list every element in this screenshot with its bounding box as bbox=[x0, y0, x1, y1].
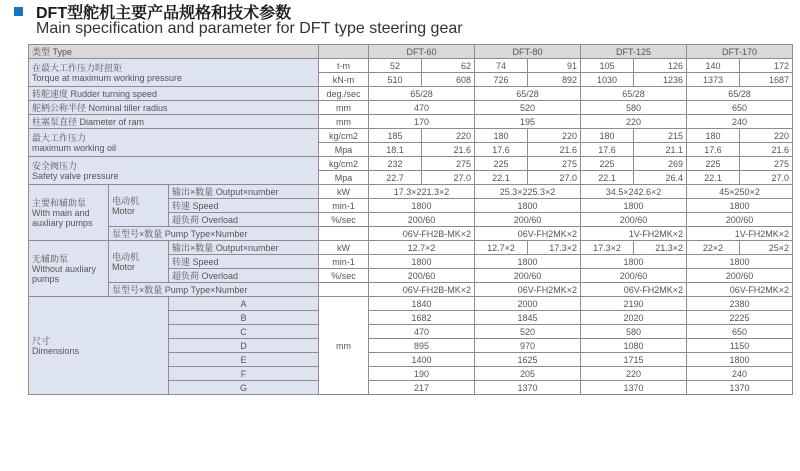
value-cell: 22.1 bbox=[475, 171, 528, 185]
value-cell: 200/60 bbox=[369, 213, 475, 227]
value-cell: 17.6 bbox=[581, 143, 634, 157]
value-cell: 2225 bbox=[687, 311, 793, 325]
value-cell: 1V-FH2MK×2 bbox=[687, 227, 793, 241]
unit-cell: t-m bbox=[319, 59, 369, 73]
safety-valve-label-cn: 安全阀压力 bbox=[32, 160, 78, 171]
value-cell: 225 bbox=[687, 157, 740, 171]
value-cell: 06V-FH2B-MK×2 bbox=[369, 227, 475, 241]
value-cell: 22.1 bbox=[581, 171, 634, 185]
value-cell: 1800 bbox=[687, 353, 793, 367]
unit-header bbox=[319, 45, 369, 59]
value-cell: 1800 bbox=[475, 255, 581, 269]
value-cell: 34.5×242.6×2 bbox=[581, 185, 687, 199]
unit-cell bbox=[319, 283, 369, 297]
value-cell: 21.6 bbox=[740, 143, 793, 157]
dimension-key: F bbox=[169, 367, 319, 381]
value-cell: 895 bbox=[369, 339, 475, 353]
value-cell: 140 bbox=[687, 59, 740, 73]
value-cell: 650 bbox=[687, 101, 793, 115]
value-cell: 17.6 bbox=[687, 143, 740, 157]
table-row bbox=[29, 157, 793, 171]
output-label: 输出×数量 Output×number bbox=[169, 185, 319, 199]
value-cell: 225 bbox=[581, 157, 634, 171]
torque-label bbox=[29, 59, 319, 87]
table-row bbox=[29, 129, 793, 143]
main-aux-label-cn: 主要和辅助泵 bbox=[32, 197, 87, 208]
value-cell: 17.3×221.3×2 bbox=[369, 185, 475, 199]
value-cell: 105 bbox=[581, 59, 634, 73]
motor-label bbox=[109, 241, 169, 283]
value-cell: 520 bbox=[475, 325, 581, 339]
value-cell: 232 bbox=[369, 157, 422, 171]
unit-cell: kW bbox=[319, 241, 369, 255]
max-oil-label-en: maximum working oil bbox=[32, 142, 117, 153]
value-cell: 2190 bbox=[581, 297, 687, 311]
motor-label-cn: 电动机 bbox=[112, 251, 140, 262]
value-cell: 269 bbox=[634, 157, 687, 171]
value-cell: 200/60 bbox=[581, 269, 687, 283]
value-cell: 65/28 bbox=[687, 87, 793, 101]
value-cell: 2020 bbox=[581, 311, 687, 325]
value-cell: 74 bbox=[475, 59, 528, 73]
unit-cell: kg/cm2 bbox=[319, 157, 369, 171]
unit-cell: min-1 bbox=[319, 255, 369, 269]
value-cell: 1800 bbox=[369, 255, 475, 269]
no-aux-label bbox=[29, 241, 109, 297]
value-cell: 1373 bbox=[687, 73, 740, 87]
value-cell: 52 bbox=[369, 59, 422, 73]
value-cell: 21.3×2 bbox=[634, 241, 687, 255]
value-cell: 520 bbox=[475, 101, 581, 115]
max-oil-label bbox=[29, 129, 319, 157]
table-row bbox=[29, 297, 793, 311]
dimensions-label bbox=[29, 297, 169, 395]
value-cell: 126 bbox=[634, 59, 687, 73]
spec-table bbox=[28, 44, 793, 395]
dimensions-label-cn: 尺寸 bbox=[32, 335, 51, 346]
value-cell: 06V-FH2MK×2 bbox=[687, 283, 793, 297]
value-cell: 220 bbox=[740, 129, 793, 143]
value-cell: 06V-FH2MK×2 bbox=[475, 227, 581, 241]
value-cell: 1370 bbox=[687, 381, 793, 395]
dimension-key: G bbox=[169, 381, 319, 395]
max-oil-label-cn: 最大工作压力 bbox=[32, 132, 87, 143]
value-cell: 2000 bbox=[475, 297, 581, 311]
value-cell: 580 bbox=[581, 325, 687, 339]
value-cell: 27.0 bbox=[528, 171, 581, 185]
value-cell: 200/60 bbox=[581, 213, 687, 227]
value-cell: 170 bbox=[369, 115, 475, 129]
dimension-key: C bbox=[169, 325, 319, 339]
unit-cell: kg/cm2 bbox=[319, 129, 369, 143]
table-row bbox=[29, 283, 793, 297]
dimension-key: E bbox=[169, 353, 319, 367]
safety-valve-label-en: Safety valve pressure bbox=[32, 170, 119, 181]
header-row bbox=[29, 45, 793, 59]
table-row bbox=[29, 101, 793, 115]
ram-diameter-label: 柱塞泵直径 Diameter of ram bbox=[29, 115, 319, 129]
value-cell: 22.7 bbox=[369, 171, 422, 185]
value-cell: 180 bbox=[475, 129, 528, 143]
model-header: DFT-80 bbox=[475, 45, 581, 59]
value-cell: 1840 bbox=[369, 297, 475, 311]
value-cell: 27.0 bbox=[740, 171, 793, 185]
model-header: DFT-125 bbox=[581, 45, 687, 59]
value-cell: 240 bbox=[687, 115, 793, 129]
value-cell: 22.1 bbox=[687, 171, 740, 185]
table-row bbox=[29, 185, 793, 199]
motor-label-en: Motor bbox=[112, 205, 136, 216]
motor-label bbox=[109, 185, 169, 227]
value-cell: 275 bbox=[528, 157, 581, 171]
value-cell: 22×2 bbox=[687, 241, 740, 255]
table-row bbox=[29, 241, 793, 255]
value-cell: 650 bbox=[687, 325, 793, 339]
dimension-key: A bbox=[169, 297, 319, 311]
dimension-key: B bbox=[169, 311, 319, 325]
speed-label: 转速 Speed bbox=[169, 255, 319, 269]
value-cell: 172 bbox=[740, 59, 793, 73]
value-cell: 200/60 bbox=[475, 269, 581, 283]
torque-label-cn: 在最大工作压力时扭矩 bbox=[32, 62, 123, 73]
value-cell: 510 bbox=[369, 73, 422, 87]
value-cell: 190 bbox=[369, 367, 475, 381]
torque-label-en: Torque at maximum working pressure bbox=[32, 72, 183, 83]
dimensions-label-en: Dimensions bbox=[32, 345, 80, 356]
value-cell: 220 bbox=[528, 129, 581, 143]
value-cell: 1080 bbox=[581, 339, 687, 353]
value-cell: 1715 bbox=[581, 353, 687, 367]
value-cell: 1V-FH2MK×2 bbox=[581, 227, 687, 241]
pump-type-label: 泵型号×数量 Pump Type×Number bbox=[109, 227, 319, 241]
value-cell: 1845 bbox=[475, 311, 581, 325]
value-cell: 1800 bbox=[687, 199, 793, 213]
value-cell: 27.0 bbox=[422, 171, 475, 185]
value-cell: 185 bbox=[369, 129, 422, 143]
value-cell: 18.1 bbox=[369, 143, 422, 157]
value-cell: 1030 bbox=[581, 73, 634, 87]
type-label: 类型 Type bbox=[29, 45, 319, 59]
value-cell: 1150 bbox=[687, 339, 793, 353]
value-cell: 21.6 bbox=[528, 143, 581, 157]
rudder-speed-label: 转舵速度 Rudder turning speed bbox=[29, 87, 319, 101]
overload-label: 超负荷 Overload bbox=[169, 213, 319, 227]
value-cell: 17.3×2 bbox=[581, 241, 634, 255]
motor-label-cn: 电动机 bbox=[112, 195, 140, 206]
title-english: Main specification and parameter for DFT type steering gear bbox=[36, 20, 463, 37]
value-cell: 225 bbox=[475, 157, 528, 171]
value-cell: 1400 bbox=[369, 353, 475, 367]
value-cell: 21.6 bbox=[422, 143, 475, 157]
value-cell: 180 bbox=[687, 129, 740, 143]
value-cell: 205 bbox=[475, 367, 581, 381]
value-cell: 45×250×2 bbox=[687, 185, 793, 199]
main-aux-label bbox=[29, 185, 109, 241]
value-cell: 1800 bbox=[475, 199, 581, 213]
value-cell: 470 bbox=[369, 101, 475, 115]
safety-valve-label bbox=[29, 157, 319, 185]
value-cell: 240 bbox=[687, 367, 793, 381]
output-label: 输出×数量 Output×number bbox=[169, 241, 319, 255]
pump-type-label: 泵型号×数量 Pump Type×Number bbox=[109, 283, 319, 297]
value-cell: 970 bbox=[475, 339, 581, 353]
dimension-key: D bbox=[169, 339, 319, 353]
value-cell: 1800 bbox=[581, 199, 687, 213]
value-cell: 12.7×2 bbox=[369, 241, 475, 255]
table-row bbox=[29, 115, 793, 129]
unit-cell: mm bbox=[319, 297, 369, 395]
value-cell: 1236 bbox=[634, 73, 687, 87]
no-aux-label-en: Without auxliary pumps bbox=[32, 263, 97, 284]
value-cell: 215 bbox=[634, 129, 687, 143]
value-cell: 200/60 bbox=[687, 269, 793, 283]
value-cell: 17.6 bbox=[475, 143, 528, 157]
tiller-radius-label: 舵柄公称半径 Nominal tiller radius bbox=[29, 101, 319, 115]
model-header: DFT-170 bbox=[687, 45, 793, 59]
unit-cell: deg./sec bbox=[319, 87, 369, 101]
value-cell: 470 bbox=[369, 325, 475, 339]
value-cell: 26.4 bbox=[634, 171, 687, 185]
page-header bbox=[8, 0, 798, 42]
table-row bbox=[29, 87, 793, 101]
value-cell: 1625 bbox=[475, 353, 581, 367]
unit-cell: kW bbox=[319, 185, 369, 199]
value-cell: 217 bbox=[369, 381, 475, 395]
title-bullet bbox=[14, 7, 23, 16]
title-chinese: DFT型舵机主要产品规格和技术参数 bbox=[36, 5, 292, 22]
overload-label: 超负荷 Overload bbox=[169, 269, 319, 283]
value-cell: 91 bbox=[528, 59, 581, 73]
value-cell: 12.7×2 bbox=[475, 241, 528, 255]
main-aux-label-en: With main and auxliary pumps bbox=[32, 207, 93, 228]
unit-cell: %/sec bbox=[319, 269, 369, 283]
value-cell: 65/28 bbox=[475, 87, 581, 101]
value-cell: 1370 bbox=[475, 381, 581, 395]
table-row bbox=[29, 227, 793, 241]
value-cell: 06V-FH2MK×2 bbox=[581, 283, 687, 297]
unit-cell: Mpa bbox=[319, 171, 369, 185]
unit-cell: min-1 bbox=[319, 199, 369, 213]
value-cell: 1800 bbox=[369, 199, 475, 213]
unit-cell: mm bbox=[319, 115, 369, 129]
table-row bbox=[29, 59, 793, 73]
no-aux-label-cn: 无辅助泵 bbox=[32, 253, 69, 264]
value-cell: 580 bbox=[581, 101, 687, 115]
value-cell: 1687 bbox=[740, 73, 793, 87]
value-cell: 195 bbox=[475, 115, 581, 129]
unit-cell bbox=[319, 227, 369, 241]
unit-cell: kN-m bbox=[319, 73, 369, 87]
value-cell: 62 bbox=[422, 59, 475, 73]
motor-label-en: Motor bbox=[112, 261, 136, 272]
value-cell: 25.3×225.3×2 bbox=[475, 185, 581, 199]
value-cell: 200/60 bbox=[687, 213, 793, 227]
unit-cell: Mpa bbox=[319, 143, 369, 157]
value-cell: 1800 bbox=[687, 255, 793, 269]
value-cell: 1682 bbox=[369, 311, 475, 325]
value-cell: 180 bbox=[581, 129, 634, 143]
unit-cell: %/sec bbox=[319, 213, 369, 227]
value-cell: 220 bbox=[422, 129, 475, 143]
value-cell: 65/28 bbox=[369, 87, 475, 101]
model-header: DFT-60 bbox=[369, 45, 475, 59]
value-cell: 726 bbox=[475, 73, 528, 87]
value-cell: 275 bbox=[422, 157, 475, 171]
value-cell: 21.1 bbox=[634, 143, 687, 157]
value-cell: 06V-FH2B-MK×2 bbox=[369, 283, 475, 297]
value-cell: 65/28 bbox=[581, 87, 687, 101]
value-cell: 220 bbox=[581, 115, 687, 129]
speed-label: 转速 Speed bbox=[169, 199, 319, 213]
value-cell: 275 bbox=[740, 157, 793, 171]
value-cell: 17.3×2 bbox=[528, 241, 581, 255]
value-cell: 25×2 bbox=[740, 241, 793, 255]
value-cell: 2380 bbox=[687, 297, 793, 311]
value-cell: 200/60 bbox=[369, 269, 475, 283]
value-cell: 892 bbox=[528, 73, 581, 87]
value-cell: 200/60 bbox=[475, 213, 581, 227]
value-cell: 06V-FH2MK×2 bbox=[475, 283, 581, 297]
value-cell: 220 bbox=[581, 367, 687, 381]
value-cell: 1370 bbox=[581, 381, 687, 395]
value-cell: 608 bbox=[422, 73, 475, 87]
unit-cell: mm bbox=[319, 101, 369, 115]
value-cell: 1800 bbox=[581, 255, 687, 269]
